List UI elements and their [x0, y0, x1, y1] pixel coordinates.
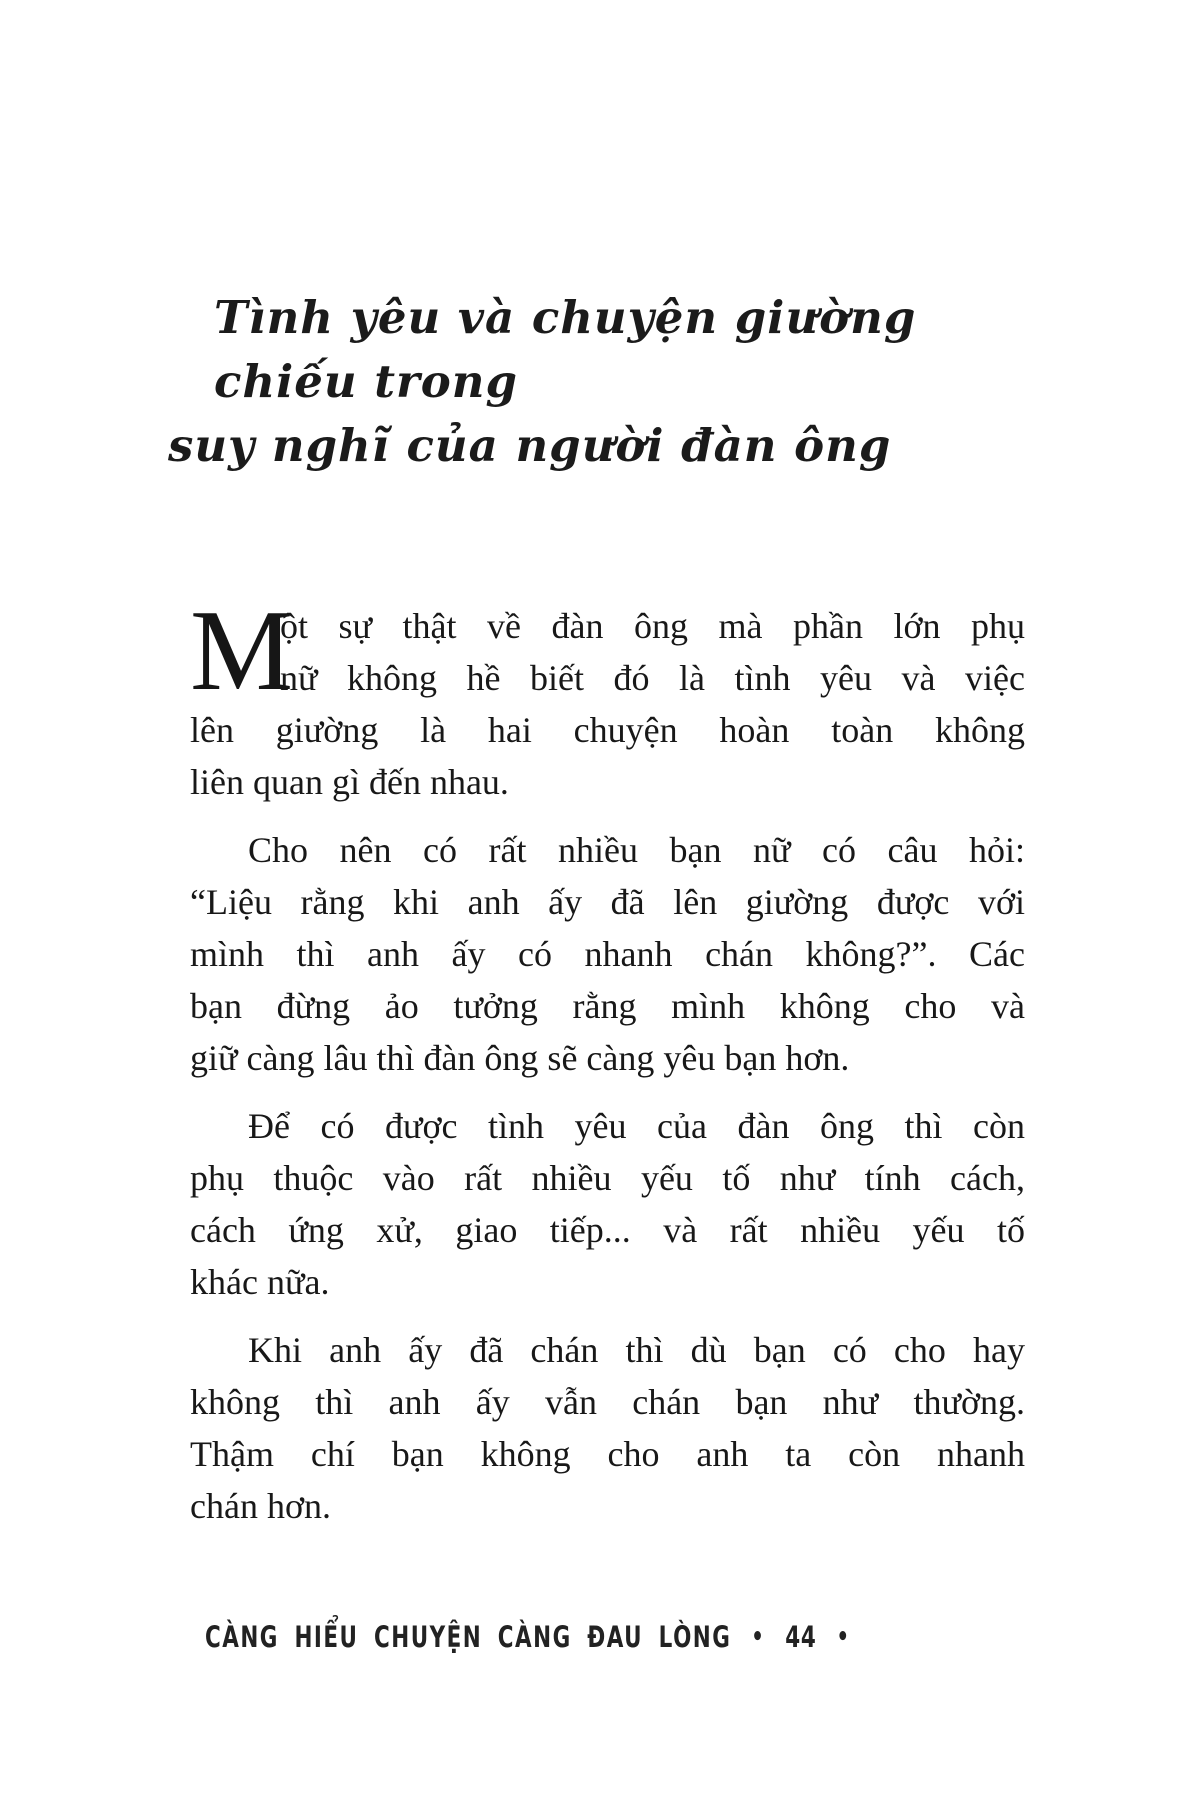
text-line: Cho nên có rất nhiều bạn nữ có câu hỏi:: [248, 830, 1025, 870]
text-line: liên quan gì đến nhau.: [190, 762, 509, 802]
footer-bullet-left: •: [751, 1622, 766, 1652]
text-line: mình thì anh ấy có nhanh chán không?”. Các: [190, 934, 1025, 974]
paragraph: [190, 1100, 1025, 1308]
text-line: “Liệu rằng khi anh ấy đã lên giường được với: [190, 882, 1025, 922]
chapter-title: [168, 286, 968, 478]
running-footer: [205, 1620, 855, 1654]
paragraph: [190, 587, 1025, 808]
text-line: Để có được tình yêu của đàn ông thì còn: [248, 1106, 1025, 1146]
footer-book-title: CÀNG HIỂU CHUYỆN CÀNG ĐAU LÒNG: [205, 1620, 732, 1654]
text-line: ột sự thật về đàn ông mà phần lớn phụ: [280, 606, 1025, 646]
text-line: không thì anh ấy vẫn chán bạn như thường.: [190, 1382, 1025, 1422]
page-number: 44: [785, 1620, 817, 1654]
text-line: bạn đừng ảo tưởng rằng mình không cho và: [190, 986, 1025, 1026]
text-line: Thậm chí bạn không cho anh ta còn nhanh: [190, 1434, 1025, 1474]
text-line: giữ càng lâu thì đàn ông sẽ càng yêu bạn hơn.: [190, 1038, 850, 1078]
text-line: chán hơn.: [190, 1486, 331, 1526]
chapter-title-line-1: Tình yêu và chuyện giường chiếu trong: [214, 291, 917, 408]
text-line: Khi anh ấy đã chán thì dù bạn có cho hay: [248, 1330, 1025, 1370]
paragraph: [190, 1324, 1025, 1532]
drop-cap: M: [190, 587, 294, 715]
text-line: nữ không hề biết đó là tình yêu và việc: [280, 658, 1025, 698]
text-line: phụ thuộc vào rất nhiều yếu tố như tính cách,: [190, 1158, 1025, 1198]
paragraph: [190, 824, 1025, 1084]
footer-bullet-right: •: [836, 1622, 851, 1652]
text-line: cách ứng xử, giao tiếp... và rất nhiều yếu tố: [190, 1210, 1025, 1250]
body-text: [190, 587, 1025, 1548]
text-line: khác nữa.: [190, 1262, 330, 1302]
chapter-title-line-2: suy nghĩ của người đàn ông: [168, 419, 892, 472]
text-line: lên giường là hai chuyện hoàn toàn không: [190, 710, 1025, 750]
